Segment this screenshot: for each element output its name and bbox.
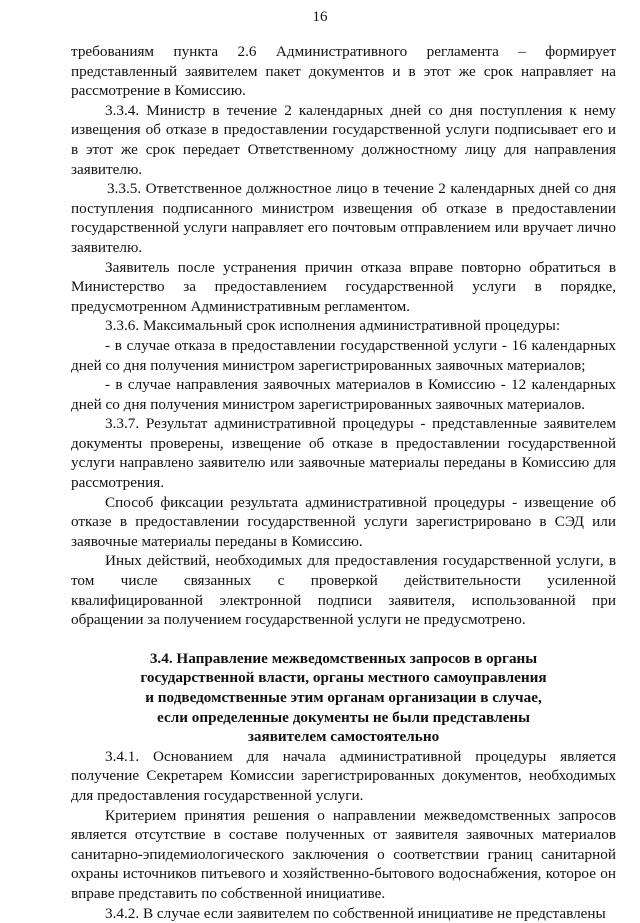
list-item-refusal-term: - в случае отказа в предоставлении государственной услуги - 16 календарных дней со дня получения министром зарегистрированных заявочных материалов; [71,336,616,374]
paragraph-other-actions: Иных действий, необходимых для предоставления государственной услуги, в том числе связанных с проверкой действительности усиленной квалифицированной электронной подписи заявителя, использованной при обращении за получением государственной услуги не предусмотрено. [71,552,616,629]
document-body [71,42,616,923]
paragraph-3-4-1: 3.4.1. Основанием для начала административной процедуры является получение Секретарем Комиссии зарегистрированных документов, необходимых для предоставления государственной услуги. [71,747,616,804]
paragraph-reapply: Заявитель после устранения причин отказа вправе повторно обратиться в Министерство за предоставлением государственной услуги в порядке, предусмотренном Административным регламентом. [71,258,616,315]
section-heading-line: и подведомственные этим органам организации в случае, [145,689,542,706]
paragraph-criterion: Критерием принятия решения о направлении межведомственных запросов является отсутствие в составе полученных от заявителя заявочных материалов санитарно-эпидемиологического заключения о соответствии границ санитарной охраны источников питьевого и хозяйственно-бытового водоснабжения, которое он вправе представить по собственной инициативе. [71,806,616,902]
list-item-commission-term: - в случае направления заявочных материалов в Комиссию - 12 календарных дней со дня получения министром зарегистрированных заявочных материалов. [71,376,616,413]
page-number: 16 [312,9,328,25]
paragraph-3-3-4: 3.3.4. Министр в течение 2 календарных дней со дня поступления к нему извещения об отказе в предоставлении государственной услуги подписывает его и в этот же срок передает Ответственному должностному лицу для направления заявителю. [71,101,616,178]
paragraph-3-4-2: 3.4.2. В случае если заявителем по собственной инициативе не представлены [105,904,606,922]
paragraph-3-3-7: 3.3.7. Результат административной процедуры - представленные заявителем документы проверены, извещение об отказе в предоставлении государственной услуги направлено заявителю или заявочные материалы переданы в Комиссию для рассмотрения. [71,415,616,492]
paragraph-continuation: требованиям пункта 2.6 Административного регламента – формирует представленный заявителем пакет документов и в этот же срок направляет на рассмотрение в Комиссию. [71,43,616,100]
paragraph-3-3-6: 3.3.6. Максимальный срок исполнения административной процедуры: [105,317,561,335]
section-heading-line: заявителем самостоятельно [247,728,440,746]
section-heading-3-4 [71,649,616,747]
paragraph-fixation-method: Способ фиксации результата административной процедуры - извещение об отказе в предоставлении государственной услуги зарегистрировано в СЭД или заявочные материалы переданы в Комиссию. [71,493,616,550]
paragraph-3-3-5: 3.3.5. Ответственное должностное лицо в течение 2 календарных дней со дня поступления подписанного министром извещения об отказе в предоставлении государственной услуги направляет его почтовым отправлением или вручает лично заявителю. [71,180,616,256]
section-heading-line: государственной власти, органы местного самоуправления [140,669,547,687]
section-heading-line: 3.4. Направление межведомственных запросов в органы [149,649,538,667]
section-heading-line: если определенные документы не были представлены [157,708,530,726]
